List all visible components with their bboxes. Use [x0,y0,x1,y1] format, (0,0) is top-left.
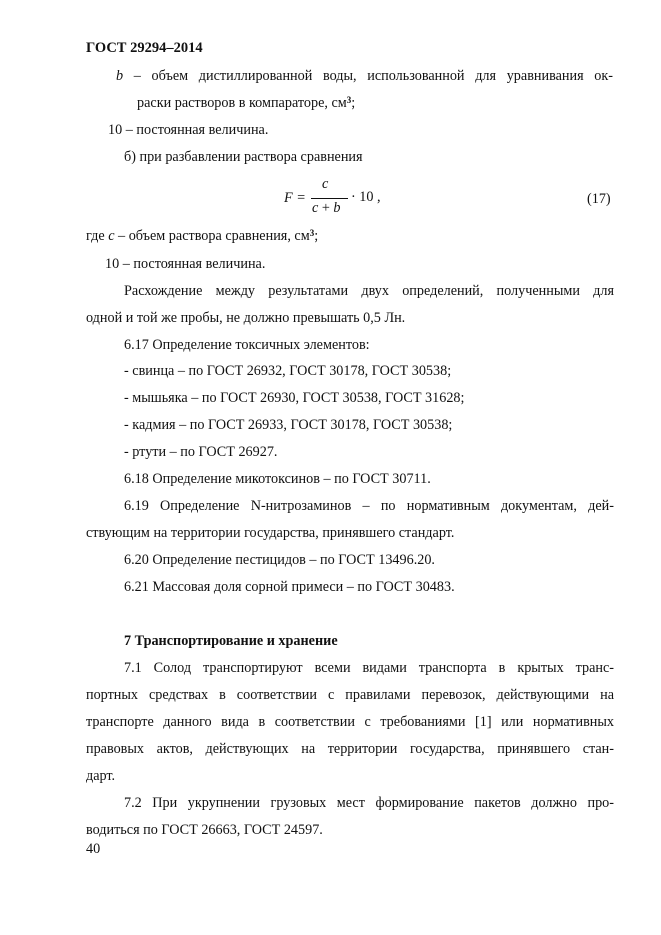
section-6-19-line2: ствующим на территории государства, принявшего стандарт. [86,525,455,541]
formula-fraction-bar [311,198,348,199]
document-header: ГОСТ 29294–2014 [86,40,203,56]
formula-den-b: b [333,200,341,216]
toxic-item-mercury: - ртути – по ГОСТ 26927. [124,444,278,460]
definition-b-line1 [116,67,613,85]
toxic-item-lead: - свинца – по ГОСТ 26932, ГОСТ 30178, ГОСТ 30538; [124,363,452,379]
toxic-item-cadmium: - кадмия – по ГОСТ 26933, ГОСТ 30178, ГОСТ 30538; [124,417,453,433]
section-6-20: 6.20 Определение пестицидов – по ГОСТ 13496.20. [124,552,435,568]
formula-den-c: c [312,200,319,216]
item-b: б) при разбавлении раствора сравнения [124,149,363,165]
section-7-heading: 7 Транспортирование и хранение [124,633,338,649]
formula-numerator: c [322,176,329,192]
definition-c-end: ; [314,228,319,244]
definition-c-lead: где [86,228,109,244]
constant-note-1: 10 – постоянная величина. [108,122,269,138]
formula-denominator [312,200,341,217]
section-7-1-line4: правовых актов, действующих на территории государства, принявшего стан- [86,741,614,757]
formula-tail: · 10 , [351,189,381,205]
section-7-1-line5: дарт. [86,768,116,784]
section-6-18: 6.18 Определение микотоксинов – по ГОСТ 30711. [124,471,431,487]
variable-c: c [108,228,115,244]
paragraph-divergence-line1: Расхождение между результатами двух определений, полученными для [124,283,614,299]
section-7-1-line3: транспорте данного вида в соответствии с требованиями [1] или нормативных [86,714,614,730]
section-7-1-line2: портных средствах в соответствии с правилами перевозок, действующими на [86,687,614,703]
formula-den-op: + [318,200,334,216]
unit-exponent: 3 [346,95,352,105]
section-6-17: 6.17 Определение токсичных элементов: [124,337,370,353]
formula-lhs: F = [284,190,306,206]
definition-b-text2: раски растворов в компараторе, см [137,95,347,111]
formula-number: (17) [587,191,611,207]
unit-exponent: 3 [309,228,315,238]
definition-b-line2 [137,94,355,112]
section-7-1-line1: 7.1 Солод транспортируют всеми видами транспорта в крытых транс- [124,660,614,676]
section-7-2-line2: водиться по ГОСТ 26663, ГОСТ 24597. [86,822,323,838]
definition-c [86,227,318,245]
constant-note-2: 10 – постоянная величина. [105,256,266,272]
section-6-19-line1: 6.19 Определение N-нитрозаминов – по нормативным документам, дей- [124,498,614,514]
section-6-21: 6.21 Массовая доля сорной примеси – по ГОСТ 30483. [124,579,455,595]
variable-b: b [116,68,124,84]
paragraph-divergence-line2: одной и той же пробы, не должно превышать 0,5 Лн. [86,310,406,326]
definition-c-text: – объем раствора сравнения, см [114,228,310,244]
page-number: 40 [86,841,101,857]
section-7-2-line1: 7.2 При укрупнении грузовых мест формирование пакетов должно про- [124,795,614,811]
toxic-item-arsenic: - мышьяка – по ГОСТ 26930, ГОСТ 30538, ГОСТ 31628; [124,390,465,406]
definition-b-text: – объем дистиллированной воды, использованной для уравнивания ок- [123,68,613,84]
definition-b-end: ; [351,95,356,111]
